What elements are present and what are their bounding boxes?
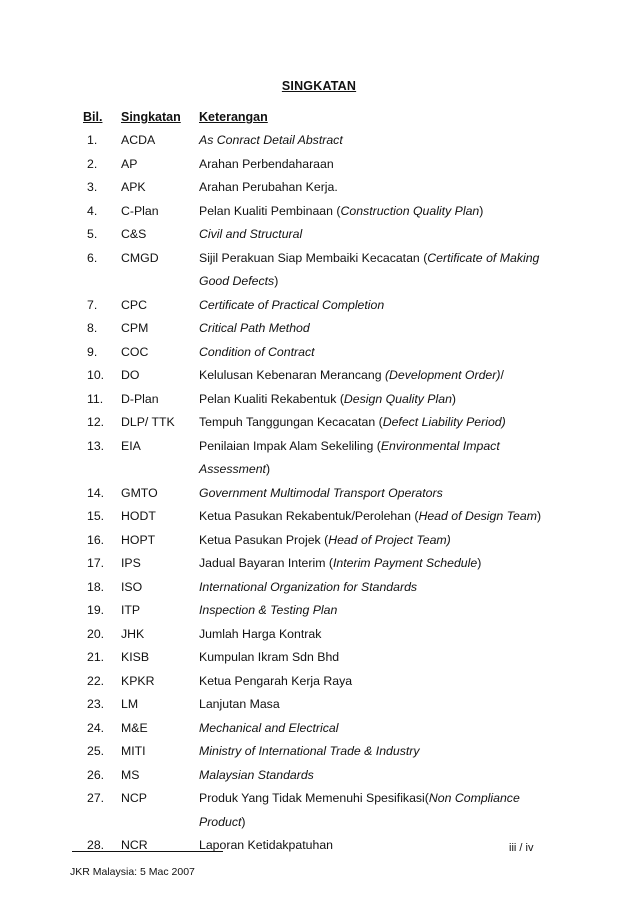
item-number: 5.: [87, 227, 98, 241]
description-segment: Produk Yang Tidak Memenuhi Spesifikasi(: [199, 791, 429, 805]
description-segment: Arahan Perubahan Kerja.: [199, 180, 338, 194]
description-segment: Construction Quality Plan: [340, 203, 480, 218]
item-abbreviation: NCR: [121, 838, 148, 852]
list-item: [0, 200, 638, 224]
item-abbreviation: CMGD: [121, 250, 159, 265]
item-number: 17.: [87, 556, 105, 570]
item-description: [199, 693, 569, 717]
list-item: [0, 317, 638, 341]
item-number: 3.: [87, 180, 98, 194]
description-segment: ): [536, 509, 542, 523]
item-number: 4.: [87, 203, 98, 218]
description-segment: ): [451, 391, 457, 406]
item-number: 7.: [87, 297, 98, 312]
list-item: [0, 599, 638, 623]
list-item: [0, 294, 638, 318]
list-item: [0, 576, 638, 600]
footer-divider: [72, 851, 223, 852]
item-description: [199, 294, 569, 318]
item-description: [199, 200, 569, 224]
item-description: [199, 153, 569, 177]
item-description: [199, 646, 569, 670]
item-description: [199, 576, 569, 600]
item-number: 11.: [87, 391, 104, 406]
description-segment: Pelan Kualiti Pembinaan (: [199, 203, 341, 218]
description-segment: Government Multimodal Transport Operators: [199, 485, 443, 500]
item-number: 6.: [87, 250, 98, 265]
description-segment: As Conract Detail Abstract: [199, 133, 343, 147]
list-item: [0, 364, 638, 388]
description-segment: International Organization for Standards: [199, 579, 418, 594]
item-number: 8.: [87, 321, 98, 335]
item-abbreviation: HODT: [121, 509, 156, 523]
list-item: [0, 717, 638, 741]
list-item: [0, 764, 638, 788]
page-title: SINGKATAN: [281, 79, 357, 93]
item-abbreviation: DLP/ TTK: [121, 415, 175, 429]
item-number: 12.: [87, 415, 105, 429]
description-segment: Jumlah Harga Kontrak: [199, 626, 322, 641]
description-segment: Environmental Impact Assessment: [199, 438, 500, 476]
item-abbreviation: M&E: [121, 720, 148, 735]
page-number: iii / iv: [509, 842, 534, 854]
item-description: [199, 787, 569, 834]
description-segment: ): [477, 556, 482, 570]
item-number: 15.: [87, 509, 105, 523]
list-item: [0, 482, 638, 506]
list-item: [0, 411, 638, 435]
description-segment: Malaysian Standards: [199, 767, 314, 782]
item-abbreviation: LM: [121, 697, 139, 711]
item-abbreviation: COC: [121, 344, 149, 359]
description-segment: Jadual Bayaran Interim (: [199, 556, 333, 570]
item-number: 10.: [87, 368, 105, 382]
item-abbreviation: DO: [121, 368, 140, 382]
list-item: [0, 223, 638, 247]
item-abbreviation: IPS: [121, 556, 141, 570]
item-abbreviation: AP: [121, 156, 138, 171]
description-segment: /: [500, 368, 504, 382]
item-number: 18.: [87, 579, 105, 594]
item-description: [199, 529, 569, 553]
item-number: 19.: [87, 603, 105, 617]
item-number: 23.: [87, 697, 105, 711]
description-segment: ): [241, 814, 246, 829]
item-description: [199, 223, 569, 247]
item-number: 14.: [87, 485, 105, 500]
item-description: [199, 623, 569, 647]
item-description: [199, 129, 569, 153]
item-abbreviation: C-Plan: [121, 203, 159, 218]
item-abbreviation: C&S: [121, 227, 147, 241]
description-segment: Certificate of Making Good Defects: [199, 250, 540, 288]
description-segment: Head of Design Team: [418, 509, 537, 523]
description-segment: ): [265, 462, 271, 476]
description-segment: Ministry of International Trade & Industry: [199, 744, 420, 758]
list-item: [0, 693, 638, 717]
item-abbreviation: EIA: [121, 438, 141, 453]
description-segment: ): [274, 274, 279, 288]
item-abbreviation: MS: [121, 767, 140, 782]
description-segment: Design Quality Plan: [343, 391, 452, 406]
item-abbreviation: D-Plan: [121, 391, 159, 406]
description-segment: Pelan Kualiti Rekabentuk (: [199, 391, 344, 406]
list-item: [0, 341, 638, 365]
item-number: 22.: [87, 673, 105, 688]
description-segment: Ketua Pasukan Rekabentuk/Perolehan (: [199, 509, 419, 523]
description-segment: Kelulusan Kebenaran Merancang: [199, 368, 385, 382]
list-item: [0, 247, 638, 294]
description-segment: ): [479, 203, 484, 218]
item-description: [199, 740, 569, 764]
description-segment: Lanjutan Masa: [199, 697, 280, 711]
description-segment: Condition of Contract: [199, 344, 315, 359]
description-segment: Ketua Pasukan Projek (: [199, 532, 329, 547]
item-description: [199, 505, 569, 529]
item-number: 28.: [87, 838, 105, 852]
header-keterangan: Keterangan: [199, 110, 268, 124]
list-item: [0, 646, 638, 670]
item-description: [199, 411, 569, 435]
item-abbreviation: CPC: [121, 297, 147, 312]
list-item: [0, 435, 638, 482]
description-segment: Certificate of Practical Completion: [199, 297, 385, 312]
item-description: [199, 670, 569, 694]
item-abbreviation: MITI: [121, 744, 146, 758]
list-item: [0, 740, 638, 764]
item-description: [199, 552, 569, 576]
list-item: [0, 176, 638, 200]
description-segment: (Development Order): [384, 368, 501, 382]
description-segment: Tempuh Tanggungan Kecacatan (: [199, 415, 383, 429]
description-segment: Laporan Ketidakpatuhan: [199, 838, 334, 852]
item-description: [199, 599, 569, 623]
footer-text: JKR Malaysia: 5 Mac 2007: [70, 866, 195, 878]
item-abbreviation: APK: [121, 180, 146, 194]
item-description: [199, 247, 569, 294]
description-segment: Head of Project Team): [328, 532, 451, 547]
item-abbreviation: GMTO: [121, 485, 158, 500]
description-segment: Ketua Pengarah Kerja Raya: [199, 673, 353, 688]
description-segment: Sijil Perakuan Siap Membaiki Kecacatan (: [199, 250, 428, 265]
item-number: 2.: [87, 156, 98, 171]
list-item: [0, 834, 638, 858]
item-number: 1.: [87, 133, 98, 147]
list-item: [0, 787, 638, 834]
item-description: [199, 176, 569, 200]
header-singkatan: Singkatan: [121, 110, 181, 124]
list-item: [0, 623, 638, 647]
list-item: [0, 529, 638, 553]
item-abbreviation: ITP: [121, 603, 141, 617]
list-item: [0, 670, 638, 694]
description-segment: Interim Payment Schedule: [332, 556, 478, 570]
description-segment: Inspection & Testing Plan: [199, 603, 338, 617]
item-abbreviation: ACDA: [121, 133, 156, 147]
list-item: [0, 552, 638, 576]
item-abbreviation: HOPT: [121, 532, 156, 547]
item-abbreviation: KISB: [121, 650, 150, 664]
item-description: [199, 341, 569, 365]
item-description: [199, 388, 569, 412]
item-description: [199, 482, 569, 506]
item-number: 20.: [87, 626, 105, 641]
item-number: 21.: [87, 650, 105, 664]
abbreviation-list: [0, 129, 638, 858]
item-number: 26.: [87, 767, 105, 782]
description-segment: Penilaian Impak Alam Sekeliling (: [199, 438, 381, 453]
item-number: 16.: [87, 532, 105, 547]
item-number: 24.: [87, 720, 105, 735]
item-description: [199, 317, 569, 341]
description-segment: Defect Liability Period): [382, 415, 506, 429]
list-item: [0, 388, 638, 412]
description-segment: Kumpulan Ikram Sdn Bhd: [199, 650, 340, 664]
description-segment: Critical Path Method: [199, 321, 310, 335]
list-item: [0, 153, 638, 177]
item-number: 13.: [87, 438, 105, 453]
description-segment: Non Compliance Product: [199, 791, 520, 829]
item-abbreviation: JHK: [121, 626, 145, 641]
list-item: [0, 129, 638, 153]
item-number: 9.: [87, 344, 98, 359]
description-segment: Civil and Structural: [199, 227, 303, 241]
header-bil: Bil.: [83, 110, 103, 124]
item-abbreviation: NCP: [121, 791, 147, 805]
item-description: [199, 435, 569, 482]
list-item: [0, 505, 638, 529]
item-abbreviation: CPM: [121, 321, 149, 335]
description-segment: Mechanical and Electrical: [199, 720, 339, 735]
item-abbreviation: KPKR: [121, 673, 155, 688]
item-number: 25.: [87, 744, 105, 758]
item-abbreviation: ISO: [121, 579, 143, 594]
description-segment: Arahan Perbendaharaan: [199, 156, 334, 171]
item-description: [199, 717, 569, 741]
item-description: [199, 364, 569, 388]
item-number: 27.: [87, 791, 105, 805]
item-description: [199, 764, 569, 788]
